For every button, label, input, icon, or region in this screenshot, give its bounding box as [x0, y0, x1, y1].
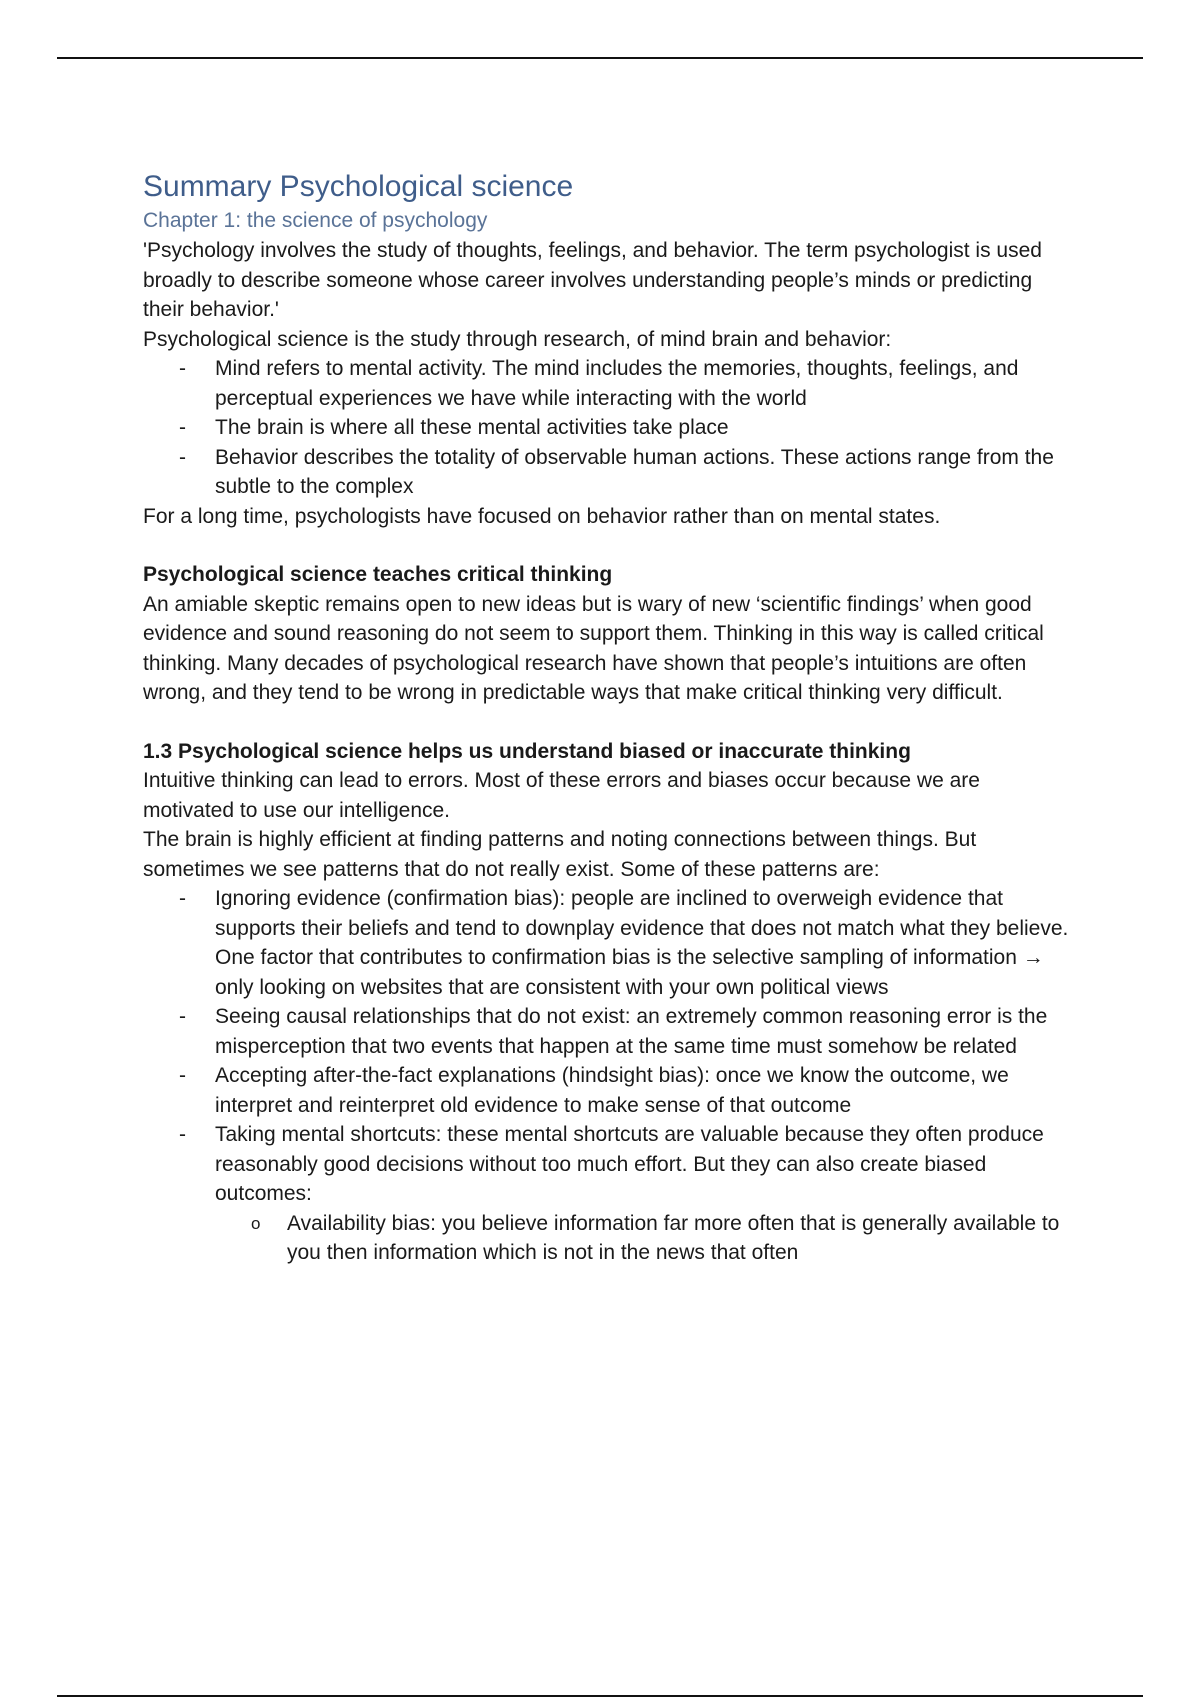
bias-list	[143, 884, 1073, 1268]
definition-list	[143, 354, 1073, 502]
critical-thinking-paragraph: An amiable skeptic remains open to new ideas but is wary of new ‘scientific findings’ when good evidence and sound reasoning do not seem to support them. Thinking in this way is called critical thinking. Many decades of psychological research have shown that people’s intuitions are often wrong, and they tend to be wrong in predictable ways that make critical thinking very difficult.	[143, 592, 1044, 704]
list-item: - Behavior describes the totality of observable human actions. These actions range from the subtle to the complex	[215, 443, 1073, 502]
header-rule	[57, 57, 1143, 59]
section-heading-biased-thinking: 1.3 Psychological science helps us understand biased or inaccurate thinking	[143, 739, 911, 763]
list-item: - Seeing causal relationships that do not exist: an extremely common reasoning error is the misperception that two events that happen at the same time must somehow be related	[215, 1002, 1073, 1061]
spacer	[143, 708, 1073, 737]
intuitive-thinking-paragraph: Intuitive thinking can lead to errors. Most of these errors and biases occur because we are motivated to use our intelligence.	[143, 769, 980, 822]
list-item-text: Taking mental shortcuts: these mental shortcuts are valuable because they often produce reasonably good decisions without too much effort. But they can also create biased outcomes:	[215, 1123, 1044, 1205]
document-body	[143, 168, 1073, 1268]
list-item: - Accepting after-the-fact explanations (hindsight bias): once we know the outcome, we interpret and reinterpret old evidence to make sense of that outcome	[215, 1061, 1073, 1120]
section-heading-critical-thinking: Psychological science teaches critical thinking	[143, 563, 613, 586]
list-item: - Ignoring evidence (confirmation bias): people are inclined to overweigh evidence that supports their beliefs and tend to downplay evidence that does not match what they believe. One factor that contributes to confirmation bias is the selective sampling of information → only looking on websites that are consistent with your own political views	[215, 884, 1073, 1002]
footer-rule	[57, 1695, 1143, 1697]
sub-list-item: o Availability bias: you believe information far more often that is generally available to you then information which is not in the news that often	[287, 1209, 1073, 1268]
list-item: - The brain is where all these mental activities take place	[215, 413, 1073, 443]
long-time-paragraph: For a long time, psychologists have focused on behavior rather than on mental states.	[143, 504, 941, 528]
chapter-heading: Chapter 1: the science of psychology	[143, 209, 488, 232]
definition-paragraph: Psychological science is the study through research, of mind brain and behavior:	[143, 327, 892, 351]
patterns-paragraph: The brain is highly efficient at finding patterns and noting connections between things. But sometimes we see patterns that do not really exist. Some of these patterns are:	[143, 828, 977, 881]
sub-list	[215, 1209, 1073, 1268]
document-title: Summary Psychological science	[143, 170, 574, 203]
list-item	[215, 1120, 1073, 1268]
spacer	[143, 531, 1073, 560]
list-item: - Mind refers to mental activity. The mind includes the memories, thoughts, feelings, and perceptual experiences we have while interacting with the world	[215, 354, 1073, 413]
intro-quote: 'Psychology involves the study of thoughts, feelings, and behavior. The term psychologist is used broadly to describe someone whose career involves understanding people’s minds or predicting their behavior.'	[143, 239, 1042, 321]
